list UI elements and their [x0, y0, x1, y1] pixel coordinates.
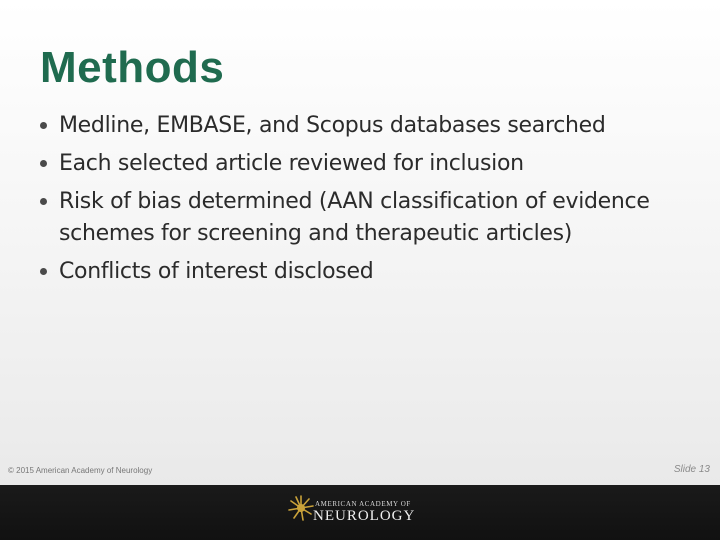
bullet-item [36, 186, 676, 250]
logo-line2: NEUROLOGY [313, 508, 416, 524]
bullet-text: Risk of bias determined (AAN classification of evidence schemes for screening and therapeutic articles) [59, 189, 650, 246]
bullet-icon [40, 160, 47, 167]
slide-number: Slide 13 [673, 464, 710, 475]
slide-title: Methods [40, 43, 225, 92]
bullet-text: Medline, EMBASE, and Scopus databases searched [59, 113, 606, 138]
bullet-list [36, 110, 676, 294]
aan-logo [287, 494, 417, 530]
logo-line1: AMERICAN ACADEMY OF [315, 500, 411, 508]
bullet-text: Each selected article reviewed for inclusion [59, 151, 524, 176]
bullet-item [36, 148, 676, 180]
bullet-icon [40, 122, 47, 129]
bullet-icon [40, 268, 47, 275]
bullet-item [36, 256, 676, 288]
bullet-text: Conflicts of interest disclosed [59, 259, 374, 284]
copyright-text: © 2015 American Academy of Neurology [8, 466, 153, 475]
bullet-item [36, 110, 676, 142]
bullet-icon [40, 198, 47, 205]
